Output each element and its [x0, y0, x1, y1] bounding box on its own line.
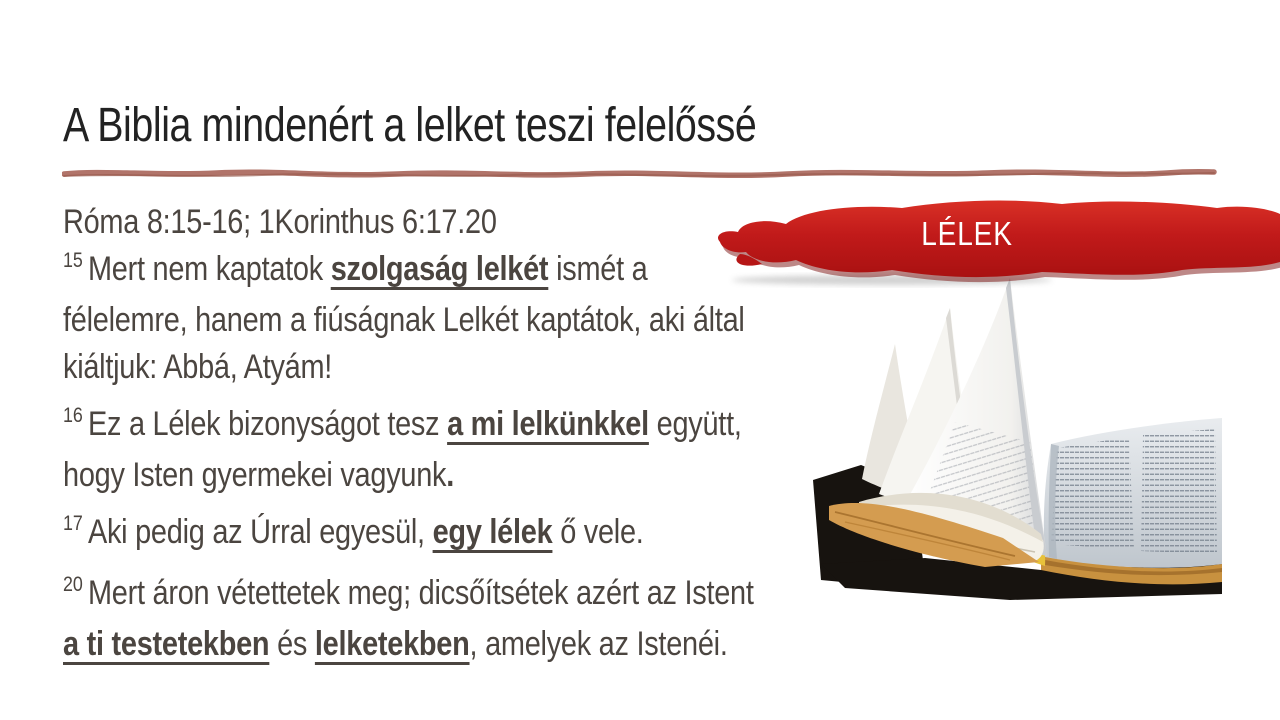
verse-text: Aki pedig az Úrral egyesül,	[87, 513, 433, 551]
verse-text: félelemre, hanem a fiúságnak Lelkét kaptátok, aki által	[63, 301, 745, 339]
book-right-page-text-col-b	[1141, 429, 1217, 554]
verse-text: .	[446, 456, 455, 494]
scripture-reference: Róma 8:15-16; 1Korinthus 6:17.20	[63, 203, 497, 241]
highlighted-phrase: szolgaság lelkét	[330, 250, 549, 288]
verse-text: kiáltjuk: Abbá, Atyám!	[63, 348, 333, 386]
verse-number: 17	[63, 512, 83, 535]
verse-number: 16	[63, 404, 83, 427]
page-title: A Biblia mindenért a lelket teszi felelőssé	[63, 99, 757, 152]
verse-number: 20	[63, 573, 83, 596]
verse-20	[63, 570, 1015, 668]
highlighted-phrase: a mi lelkünkkel	[447, 405, 649, 443]
verse-text: , amelyek az Istenéi.	[469, 625, 728, 663]
verse-text: Mert nem kaptatok	[87, 250, 331, 288]
book-right-page-text-col-a	[1051, 437, 1134, 550]
verse-text: és	[269, 625, 315, 663]
verse-text: Mert áron vétettetek meg; dicsőítsétek azért az Istent	[87, 574, 754, 612]
highlighted-phrase: lelketekben	[314, 625, 470, 663]
highlighted-phrase: egy lélek	[432, 513, 553, 551]
badge-label: LÉLEK	[921, 215, 1013, 252]
highlighted-phrase: a ti testetekben	[63, 625, 270, 663]
verse-number: 15	[63, 249, 83, 272]
verse-15	[63, 246, 1015, 391]
title-underline-decoration	[62, 165, 1217, 183]
verses-container	[63, 246, 1015, 668]
verse-text: ő vele.	[552, 513, 644, 551]
verse-text: hogy Isten gyermekei vagyunk	[63, 456, 447, 494]
verse-16	[63, 401, 1015, 499]
verse-text: együtt,	[648, 405, 742, 443]
verse-text: Ez a Lélek bizonyságot tesz	[87, 405, 448, 443]
scripture-content	[63, 199, 1015, 678]
verse-17	[63, 509, 1015, 560]
verse-text: ismét a	[548, 250, 648, 288]
